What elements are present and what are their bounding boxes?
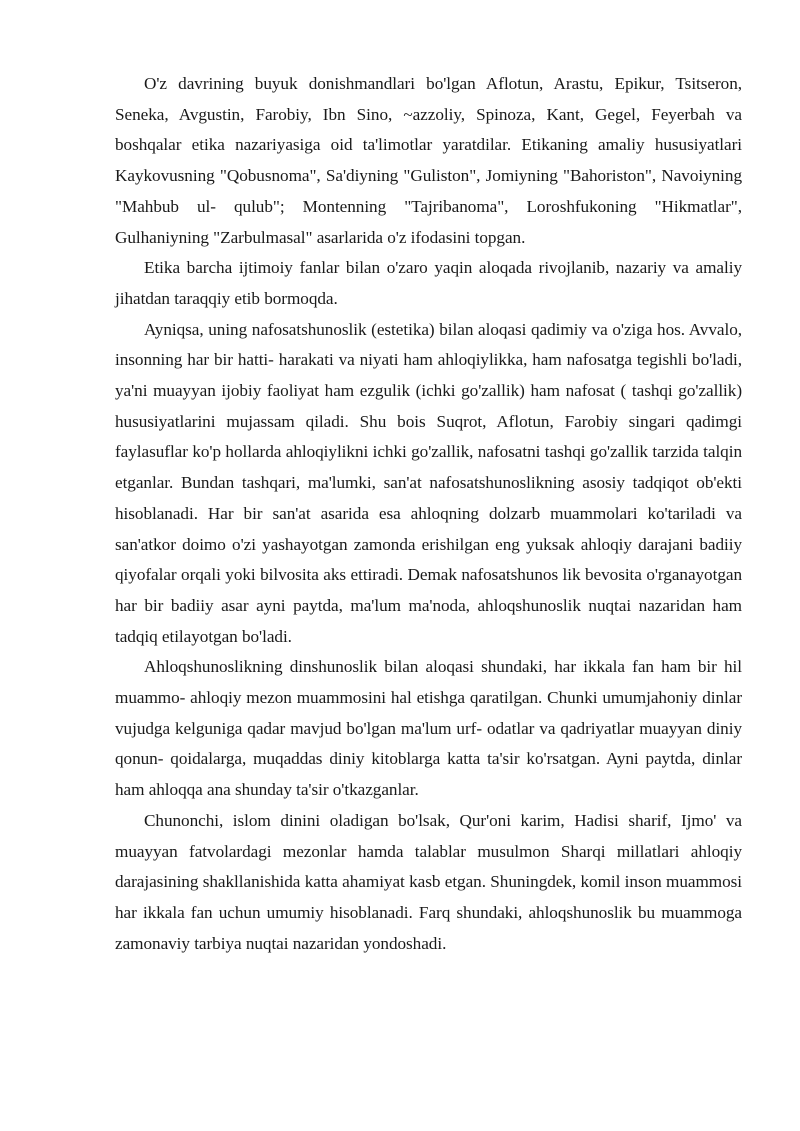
paragraph-ethics-development: Etika barcha ijtimoiy fanlar bilan o'zaro yaqin aloqada rivojlanib, nazariy va amaliy jihatdan taraqqiy etib bormoqda. — [115, 258, 742, 308]
paragraph-islam: Chunonchi, islom dinini oladigan bo'lsak, Qur'oni karim, Hadisi sharif, Ijmo' va muayyan fatvolardagi mezonlar hamda talablar musulmon Sharqi millatlari ahloqiy darajasining shakllanishida katta ahamiyat kasb etgan. Shuningdek, komil inson muammosi har ikkala fan uchun umumiy hisoblanadi. Farq shundaki, ahloqshunoslik bu muammoga zamonaviy tarbiya nuqtai nazaridan yondoshadi. — [115, 810, 742, 953]
paragraph-religious-studies: Ahloqshunoslikning dinshunoslik bilan aloqasi shundaki, har ikkala fan ham bir hil muammo- ahloqiy mezon muammosini hal etishga qaratilgan. Chunki umumjahoniy dinlar vujudga kelguniga qadar mavjud bo'lgan ma'lum urf- odatlar va qadriyatlar muayyan diniy qonun- qoidalarga, muqaddas diniy kitoblarga katta ta'sir ko'rsatgan. Ayni paytda, dinlar ham ahloqqa ana shunday ta'sir o'tkazganlar. — [115, 657, 742, 800]
document-page — [115, 69, 742, 959]
paragraph-aesthetics: Ayniqsa, uning nafosatshunoslik (estetika) bilan aloqasi qadimiy va o'ziga hos. Avvalo, insonning har bir hatti- harakati va niyati ham ahloqiylikka, ham nafosatga tegishli bo'ladi, ya'ni muayyan ijobiy faoliyat ham ezgulik (ichki go'zallik) ham nafosat ( tashqi go'zallik) hususiyatlarini mujassam qiladi. Shu bois Suqrot, Aflotun, Farobiy singari qadimgi faylasuflar ko'p hollarda ahloqiylikni ichki go'zallik, nafosatni tashqi go'zallik tarzida talqin etganlar. Bundan tashqari, ma'lumki, san'at nafosatshunoslikning asosiy tadqiqot ob'ekti hisoblanadi. Har bir san'at asarida esa ahloqning dolzarb muammolari ko'tariladi va san'atkor doimo o'zi yashayotgan zamonda erishilgan eng yuksak ahloqiy darajani badiiy qiyofalar orqali yoki bilvosita aks ettiradi. Demak nafosatshunos lik bevosita o'rganayotgan har bir badiiy asar ayni paytda, ma'lum ma'noda, ahloqshunoslik nuqtai nazaridan ham tadqiq etilayotgan bo'ladi. — [115, 319, 742, 646]
paragraph-philosophers: O'z davrining buyuk donishmandlari bo'lgan Aflotun, Arastu, Epikur, Tsitseron, Seneka, Avgustin, Farobiy, Ibn Sino, ~azzoliy, Spinoza, Kant, Gegel, Feyerbah va boshqalar etika nazariyasiga oid ta'limotlar yaratdilar. Etikaning amaliy hususiyatlari Kaykovusning "Qobusnoma", Sa'diyning "Guliston", Jomiyning "Bahoriston", Navoiyning "Mahbub ul- qulub"; Montenning "Tajribanoma", Loroshfukoning "Hikmatlar", Gulhaniyning "Zarbulmasal" asarlarida o'z ifodasini topgan. — [115, 74, 742, 247]
